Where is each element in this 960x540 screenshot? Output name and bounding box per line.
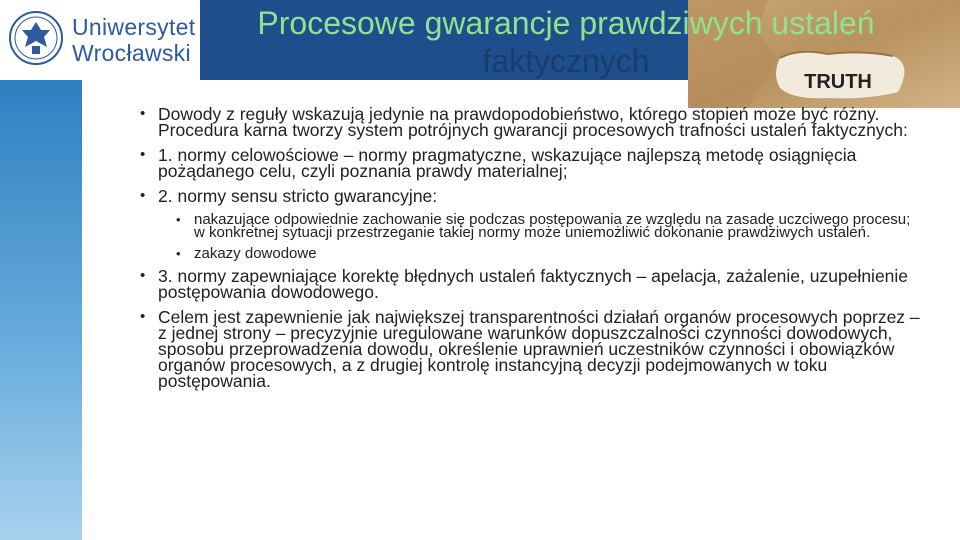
- sub-bullet-item: • nakazujące odpowiednie zachowanie się podczas postępowania ze względu na zasadę uczciwego procesu; w konkretnej sytuacji przestrzeganie takiej normy może uniemożliwić dokonanie prawdziwych ustaleń.: [176, 213, 920, 239]
- logo-text: [72, 14, 195, 66]
- bullet-item: • Celem jest zapewnienie jak największej transparentności działań organów procesowych poprzez – z jednej strony – precyzyjnie uregulowane warunków dopuszczalności czynności dowodowych, sposobu przeprowadzenia dowodu, określenie uprawnień uczestników czynności i obowiązków organów procesowych, a z drugiej kontrolę instancyjną decyzji podejmowanych w toku postępowania.: [140, 309, 920, 389]
- bullet-item: • 2. normy sensu stricto gwarancyjne:: [140, 188, 920, 204]
- bullet-item: • 1. normy celowościowe – normy pragmatyczne, wskazujące najlepszą metodę osiągnięcia pożądanego celu, czyli poznania prawdy materialnej;: [140, 147, 920, 179]
- university-logo: [0, 0, 200, 80]
- title-line-1: Procesowe gwarancje prawdziwych ustaleń: [257, 5, 875, 41]
- title-line-2: faktycznych: [482, 43, 650, 79]
- bullet-item: • 3. normy zapewniające korektę błędnych ustaleń faktycznych – apelacja, zażalenie, uzupełnienie postępowania dowodowego.: [140, 268, 920, 300]
- sub-bullet-item: • zakazy dowodowe: [176, 247, 920, 260]
- logo-line-1: Uniwersytet: [72, 14, 196, 40]
- slide-title: [206, 4, 926, 80]
- logo-line-2: Wrocławski: [72, 40, 191, 66]
- slide-content: [140, 106, 920, 398]
- crest-icon: [8, 10, 64, 66]
- truth-label: TRUTH: [804, 71, 872, 93]
- bullet-item: • Dowody z reguły wskazują jedynie na prawdopodobieństwo, którego stopień może być różny. Procedura karna tworzy system potrójnych gwarancji procesowych trafności ustaleń faktycznych:: [140, 106, 920, 138]
- left-sidebar-strip: [0, 80, 82, 540]
